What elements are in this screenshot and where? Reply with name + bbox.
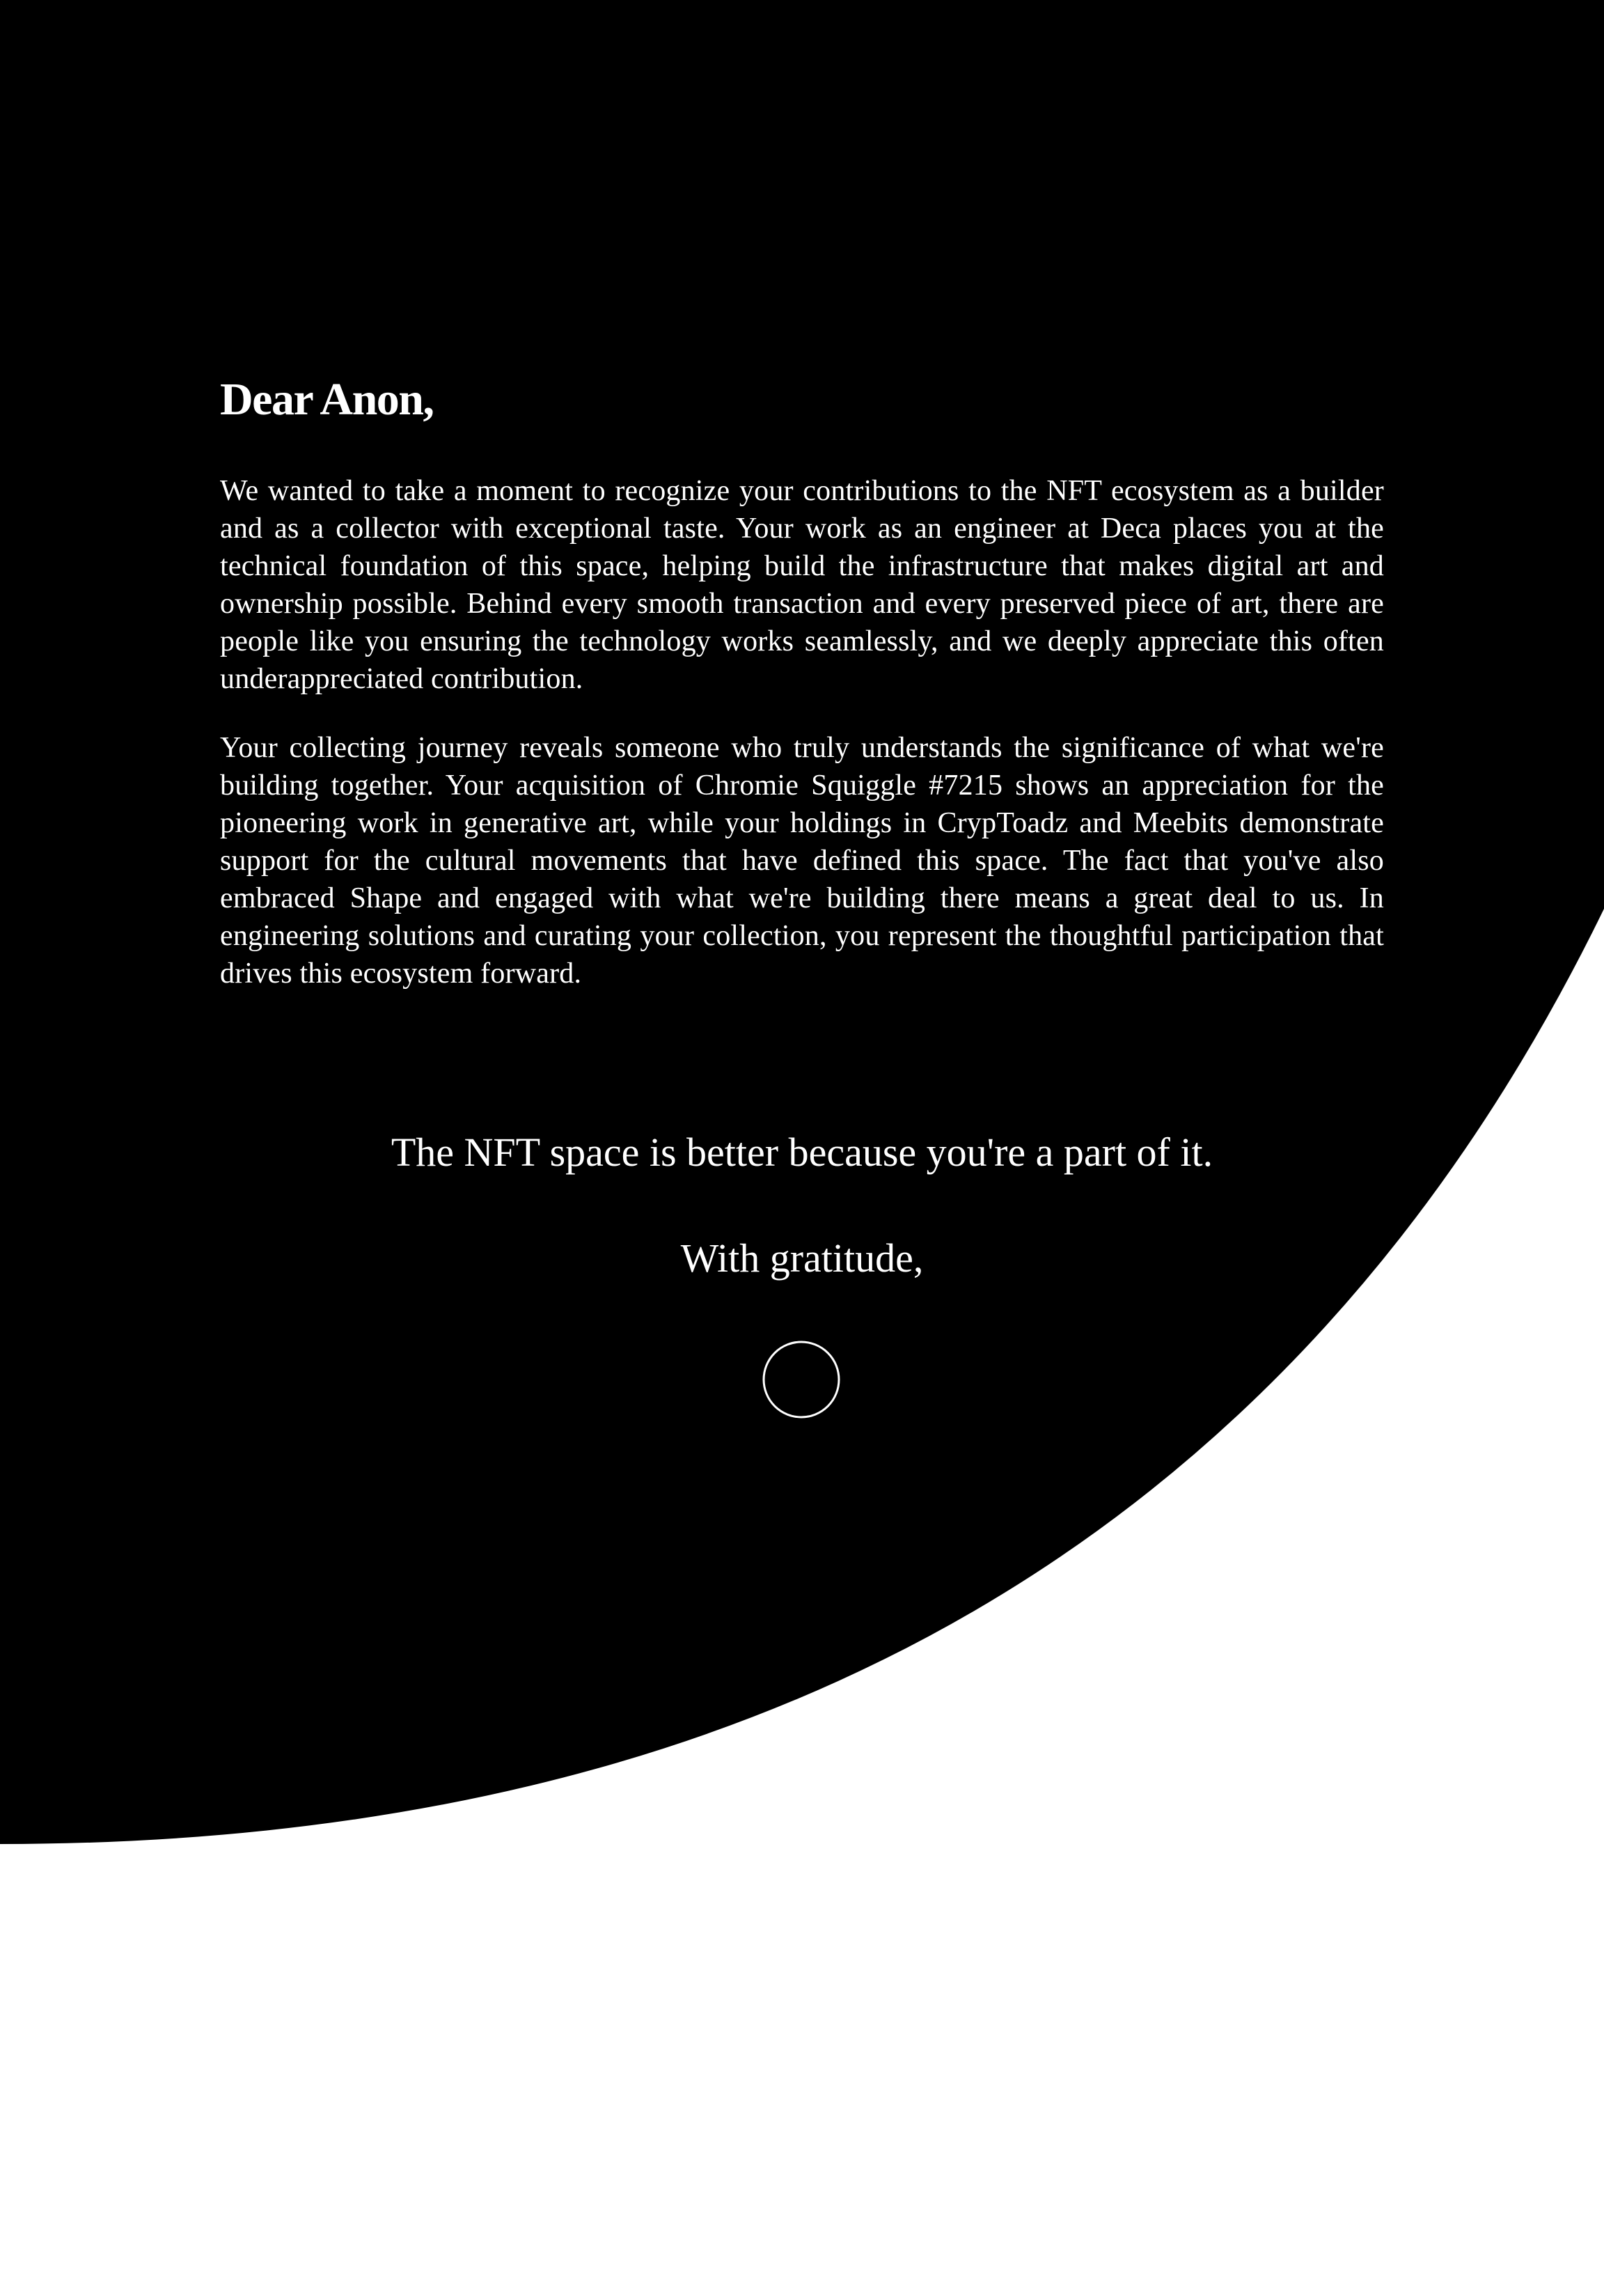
signoff: With gratitude, — [680, 1235, 924, 1281]
salutation: Dear Anon, — [220, 374, 434, 425]
paragraph-collecting: Your collecting journey reveals someone who truly understands the significance of what we're building together. Your acquisition of Chromie Squiggle #7215 shows an appreciation for the pioneering work in generative art, while your holdings in CrypToadz and Meebits demonstrate support for the cultural movements that have defined this space. The fact that you've also embraced Shape and engaged with what we're building there means a great deal to us. In engineering solutions and curating your collection, you represent the thoughtful participation that drives this ecosystem forward. — [220, 732, 1384, 990]
closing-line: The NFT space is better because you're a part of it. — [391, 1130, 1213, 1175]
circle-outline-icon — [762, 1341, 840, 1419]
paragraph-contributions: We wanted to take a moment to recognize your contributions to the NFT ecosystem as a builder and as a collector with exceptional taste. Your work as an engineer at Deca places you at the technical foundation of this space, helping build the infrastructure that makes digital art and ownership possible. Behind every smooth transaction and every preserved piece of art, there are people like you ensuring the technology works seamlessly, and we deeply appreciate this often underappreciated contribution. — [220, 475, 1384, 695]
